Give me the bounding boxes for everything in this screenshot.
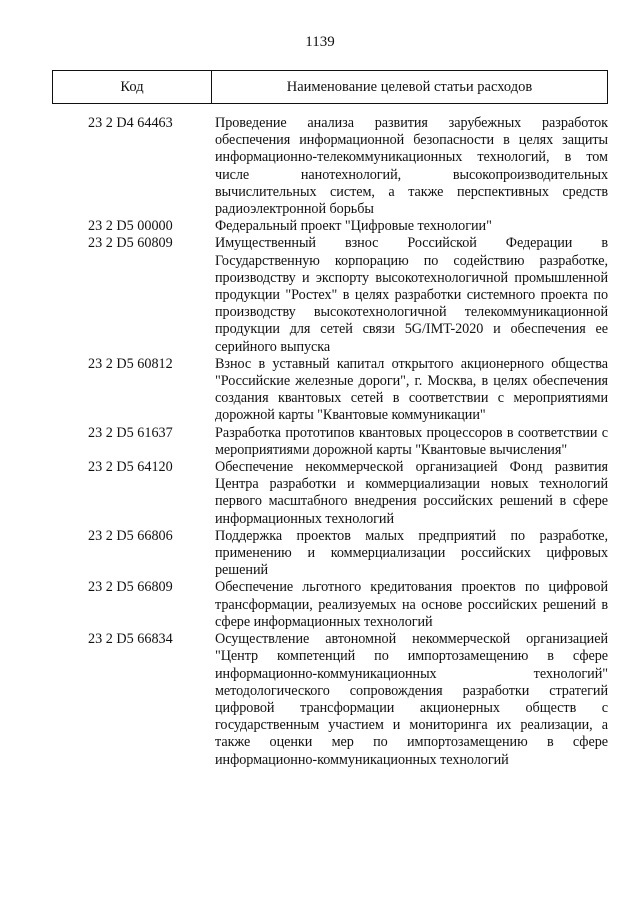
row-description: Взнос в уставный капитал открытого акционерного общества "Российские железные дороги", г. Москва, в целях обеспечения создания квантовых сетей в соответствии с мероприятиями дорожной карты "Квантовые коммуникации" xyxy=(215,355,608,424)
row-description: Осуществление автономной некоммерческой организацией "Центр компетенций по импортозамещению в сфере информационно-коммуникационных технологий" методологического сопровождения разработки стратегий цифровой трансформации акционерных обществ с государственным участием и мониторинга их реализации, а также оценки мер по импортозамещению в сфере информационно-коммуникационных технологий xyxy=(215,631,608,768)
row-description: Федеральный проект "Цифровые технологии" xyxy=(215,218,492,235)
row-code: 23 2 D5 61637 xyxy=(88,424,173,441)
row-description: Разработка прототипов квантовых процессоров в соответствии с мероприятиями дорожной карты "Квантовые вычисления" xyxy=(215,424,608,458)
table-row xyxy=(88,631,610,769)
row-code: 23 2 D5 64120 xyxy=(88,459,173,476)
table-row xyxy=(88,356,610,425)
page-number: 1139 xyxy=(305,34,335,50)
table-row xyxy=(88,528,610,580)
row-description: Поддержка проектов малых предприятий по разработке, применению и коммерциализации российских цифровых решений xyxy=(215,527,608,579)
row-description: Проведение анализа развития зарубежных разработок обеспечения информационной безопасности в целях защиты информационно-телекоммуникационных технологий, в том числе нанотехнологий, высокопроизводительных вычислительных систем, а также перспективных средств радиоэлектронной борьбы xyxy=(215,115,608,218)
row-code: 23 2 D4 64463 xyxy=(88,115,173,131)
row-code: 23 2 D5 66834 xyxy=(88,631,173,648)
row-code: 23 2 D5 00000 xyxy=(88,218,173,235)
row-code: 23 2 D5 66806 xyxy=(88,527,173,544)
row-description: Имущественный взнос Российской Федерации в Государственную корпорацию по содействию разработке, производству и экспорту высокотехнологичной промышленной продукции "Ростех" в целях разработки системного проекта по производству высокотехнологичной телекоммуникационной продукции для сетей связи 5G/IMT-2020 и обеспечения ее серийного выпуска xyxy=(215,235,608,355)
table-row xyxy=(88,459,610,528)
table-row xyxy=(88,235,610,355)
table-row xyxy=(88,579,610,631)
table-header xyxy=(52,70,608,104)
table-body xyxy=(88,115,610,769)
row-code: 23 2 D5 66809 xyxy=(88,579,173,596)
table-row xyxy=(88,425,610,459)
table-row xyxy=(88,115,610,218)
header-name: Наименование целевой статьи расходов xyxy=(286,78,533,95)
row-code: 23 2 D5 60812 xyxy=(88,355,173,372)
row-description: Обеспечение льготного кредитования проектов по цифровой трансформации, реализуемых на основе российских решений в сфере информационных технологий xyxy=(215,579,608,630)
row-code: 23 2 D5 60809 xyxy=(88,235,173,252)
header-code: Код xyxy=(53,71,212,103)
row-description: Обеспечение некоммерческой организацией Фонд развития Центра разработки и коммерциализации новых технологий первого масштабного внедрения российских решений в сфере информационных технологий xyxy=(215,459,608,527)
table-row xyxy=(88,218,610,235)
